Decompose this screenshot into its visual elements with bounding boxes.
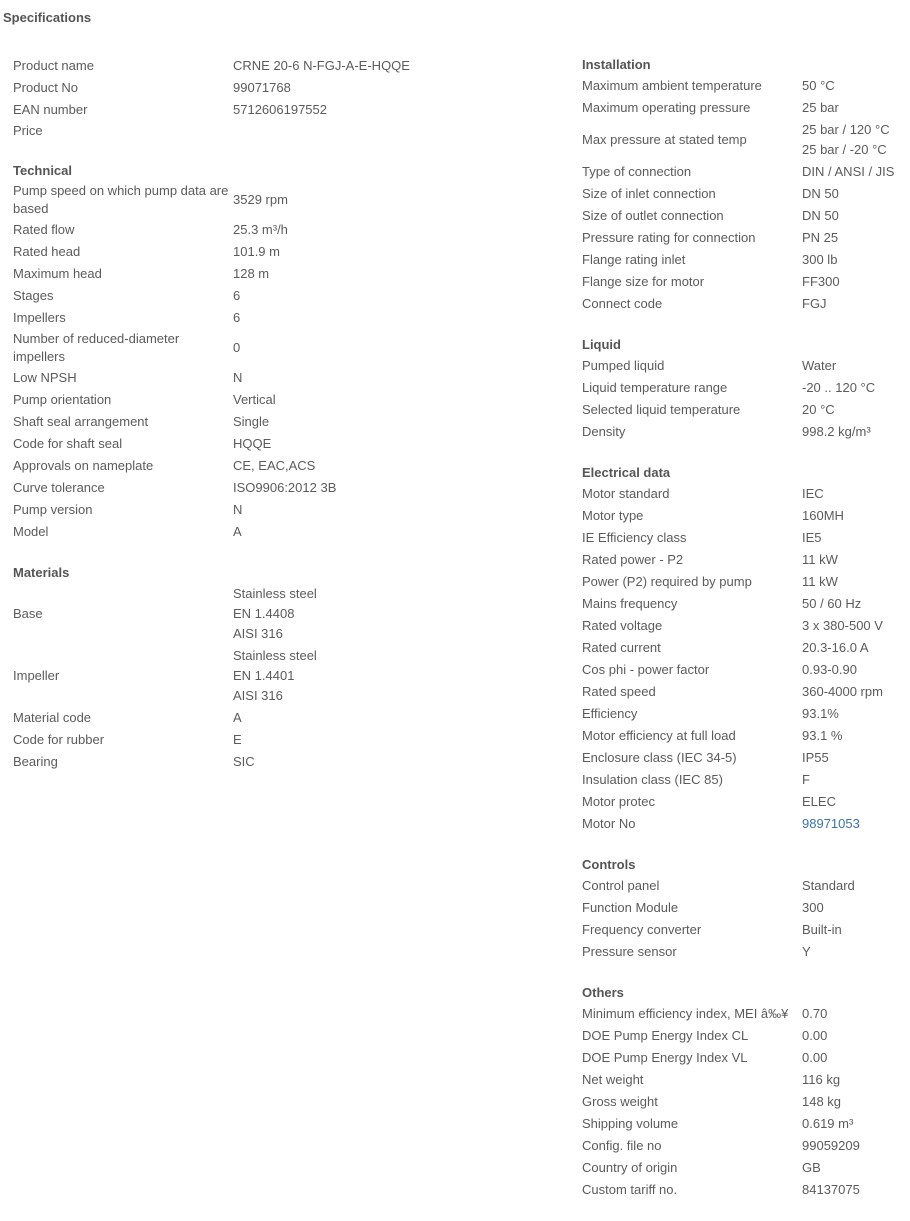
spec-value: [233, 751, 255, 773]
spec-label: Impellers: [13, 310, 66, 325]
spec-label: Pump speed on which pump data are based: [13, 183, 229, 216]
spec-row: [582, 483, 907, 505]
spec-value: [802, 1003, 827, 1025]
spec-label: Maximum operating pressure: [582, 100, 751, 115]
spec-value: [802, 421, 871, 443]
spec-section-others: [582, 983, 907, 1201]
right-spec-column: [582, 55, 907, 1221]
spec-label: DOE Pump Energy Index VL: [582, 1050, 748, 1065]
spec-value: [802, 681, 883, 703]
spec-row: [582, 293, 907, 315]
spec-label: Liquid temperature range: [582, 380, 728, 395]
spec-label: Rated flow: [13, 222, 75, 237]
spec-value: [802, 919, 842, 941]
spec-value-line: DN 50: [802, 208, 839, 223]
spec-row: [582, 119, 907, 161]
spec-value-line: 99071768: [233, 80, 291, 95]
spec-row: [582, 659, 907, 681]
spec-value: [802, 377, 875, 399]
spec-value-line: 25 bar: [802, 100, 839, 115]
spec-value: [802, 97, 839, 119]
spec-label: Product name: [13, 58, 94, 73]
spec-label: Connect code: [582, 296, 663, 311]
spec-row: [582, 637, 907, 659]
motor-no-link[interactable]: 98971053: [802, 816, 860, 831]
spec-row: [582, 791, 907, 813]
spec-value: [802, 549, 838, 571]
spec-value: [802, 769, 810, 791]
spec-value-line: 6: [233, 310, 241, 325]
spec-value-line: 300: [802, 900, 824, 915]
spec-label: EAN number: [13, 102, 88, 117]
spec-label: DOE Pump Energy Index CL: [582, 1028, 749, 1043]
spec-value-line: 101.9 m: [233, 244, 280, 259]
spec-value-line: ISO9906:2012 3B: [233, 480, 337, 495]
spec-value-line: 25.3 m³/h: [233, 222, 288, 237]
spec-value-line: Vertical: [233, 392, 276, 407]
left-spec-column: [13, 55, 568, 793]
spec-value: [233, 477, 336, 499]
spec-label: Shaft seal arrangement: [13, 414, 149, 429]
spec-value-line: Single: [233, 414, 270, 429]
spec-row: [13, 263, 568, 285]
spec-label: Country of origin: [582, 1160, 678, 1175]
spec-label: Price: [13, 123, 43, 138]
spec-label: Pressure rating for connection: [582, 230, 756, 245]
spec-row: [13, 521, 568, 543]
spec-value: [233, 285, 240, 307]
section-heading: Others: [582, 985, 624, 1000]
spec-value: [802, 1069, 840, 1091]
spec-value-line: Stainless steel: [233, 648, 317, 663]
spec-row: [582, 1135, 907, 1157]
spec-label: Size of outlet connection: [582, 208, 724, 223]
spec-row: [13, 307, 568, 329]
spec-value-line: Standard: [802, 878, 855, 893]
spec-value-line: 998.2 kg/m³: [802, 424, 871, 439]
spec-value: [802, 355, 836, 377]
spec-row: [582, 1157, 907, 1179]
spec-label: Rated voltage: [582, 618, 663, 633]
spec-label: Frequency converter: [582, 922, 702, 937]
spec-value: [802, 161, 894, 183]
spec-value: [233, 499, 242, 521]
spec-value-line: 0.00: [802, 1028, 828, 1043]
spec-row: [582, 1025, 907, 1047]
spec-label: Function Module: [582, 900, 679, 915]
spec-row: [13, 55, 568, 77]
spec-label: Enclosure class (IEC 34-5): [582, 750, 737, 765]
spec-value: [802, 1047, 827, 1069]
spec-value-line: 128 m: [233, 266, 270, 281]
spec-row: [13, 329, 568, 367]
spec-value: [233, 367, 242, 389]
spec-value-line: 25 bar / 120 °C: [802, 122, 890, 137]
spec-value-line: 116 kg: [802, 1072, 841, 1087]
spec-label: Rated power - P2: [582, 552, 684, 567]
section-heading: Liquid: [582, 337, 621, 352]
spec-label: Insulation class (IEC 85): [582, 772, 723, 787]
spec-label: Rated head: [13, 244, 81, 259]
spec-row: [13, 389, 568, 411]
spec-value: [233, 307, 240, 329]
spec-row: [582, 527, 907, 549]
spec-value-line: 25 bar / -20 °C: [802, 142, 887, 157]
spec-value-line: 99059209: [802, 1138, 860, 1153]
spec-row: [13, 433, 568, 455]
spec-row: [582, 205, 907, 227]
section-heading: Installation: [582, 57, 651, 72]
spec-row: [13, 99, 568, 121]
spec-row: [582, 183, 907, 205]
spec-label: Pump version: [13, 502, 93, 517]
spec-value: [233, 241, 280, 263]
spec-label: Pressure sensor: [582, 944, 677, 959]
spec-row: [582, 571, 907, 593]
spec-value: [802, 593, 861, 615]
spec-value-line: 0.70: [802, 1006, 828, 1021]
spec-value: [233, 99, 327, 121]
spec-row: [582, 919, 907, 941]
spec-label: Low NPSH: [13, 370, 77, 385]
spec-row: [13, 707, 568, 729]
section-heading: Electrical data: [582, 465, 671, 480]
spec-value-line: SIC: [233, 754, 255, 769]
spec-value-line: 93.1%: [802, 706, 839, 721]
spec-row: [13, 181, 568, 219]
spec-value: [802, 119, 890, 161]
spec-section-technical: [13, 161, 568, 543]
spec-label: Mains frequency: [582, 596, 678, 611]
spec-value: [233, 263, 269, 285]
spec-value-line: 0: [233, 340, 241, 355]
spec-value-line: 93.1 %: [802, 728, 843, 743]
spec-row: [13, 219, 568, 241]
spec-value: [802, 249, 837, 271]
spec-row: [13, 77, 568, 99]
spec-row: [582, 725, 907, 747]
spec-label: Cos phi - power factor: [582, 662, 710, 677]
spec-row: [582, 1047, 907, 1069]
spec-row: [13, 729, 568, 751]
spec-value-line: 0.93-0.90: [802, 662, 857, 677]
spec-value-line: Stainless steel: [233, 586, 317, 601]
spec-section-installation: [582, 55, 907, 315]
spec-value: [802, 725, 842, 747]
spec-section-general: [13, 55, 568, 141]
spec-row: [582, 271, 907, 293]
spec-label: Gross weight: [582, 1094, 658, 1109]
spec-label: Motor standard: [582, 486, 670, 501]
spec-value-line: EN 1.4408: [233, 606, 295, 621]
spec-value-line: 6: [233, 288, 241, 303]
spec-label: IE Efficiency class: [582, 530, 687, 545]
spec-row: [582, 941, 907, 963]
spec-label: Density: [582, 424, 626, 439]
spec-label: Code for shaft seal: [13, 436, 123, 451]
page-title: Specifications: [3, 10, 92, 25]
spec-value: [802, 1179, 860, 1201]
spec-label: Motor No: [582, 816, 636, 831]
spec-row: [582, 161, 907, 183]
spec-row: [582, 593, 907, 615]
spec-label: Curve tolerance: [13, 480, 105, 495]
spec-label: Control panel: [582, 878, 660, 893]
spec-value: [802, 615, 883, 637]
spec-label: Maximum head: [13, 266, 102, 281]
spec-value: [233, 433, 271, 455]
spec-value-line: N: [233, 502, 243, 517]
spec-value: [233, 329, 240, 367]
spec-value-line: DN 50: [802, 186, 839, 201]
spec-value-line: 11 kW: [802, 552, 838, 567]
spec-row: [582, 769, 907, 791]
spec-value-line: A: [233, 710, 242, 725]
spec-label: Max pressure at stated temp: [582, 132, 747, 147]
spec-value-line: 84137075: [802, 1182, 860, 1197]
spec-value-line: FF300: [802, 274, 840, 289]
spec-row: [582, 249, 907, 271]
spec-label: Power (P2) required by pump: [582, 574, 752, 589]
spec-value: [233, 707, 242, 729]
spec-row: [582, 747, 907, 769]
spec-value: [802, 791, 836, 813]
spec-value: [802, 205, 839, 227]
spec-value-line: GB: [802, 1160, 821, 1175]
spec-value-line: 300 lb: [802, 252, 838, 267]
spec-value-line: 11 kW: [802, 574, 838, 589]
spec-label: Rated speed: [582, 684, 656, 699]
spec-value: [233, 77, 291, 99]
spec-label: Pumped liquid: [582, 358, 665, 373]
spec-label: Shipping volume: [582, 1116, 679, 1131]
spec-row: [582, 681, 907, 703]
spec-value-line: 20.3-16.0 A: [802, 640, 869, 655]
spec-row: [13, 367, 568, 389]
spec-value: [802, 703, 839, 725]
spec-value: [802, 1091, 841, 1113]
section-heading: Technical: [13, 163, 73, 178]
spec-row: [582, 75, 907, 97]
spec-row: [582, 505, 907, 527]
spec-value: [802, 505, 844, 527]
spec-value: [233, 521, 242, 543]
spec-value-line: 5712606197552: [233, 102, 327, 117]
spec-label: Custom tariff no.: [582, 1182, 678, 1197]
spec-value-line: CE, EAC,ACS: [233, 458, 316, 473]
spec-row: [582, 549, 907, 571]
spec-value-line: 360-4000 rpm: [802, 684, 883, 699]
spec-row: [13, 121, 568, 141]
spec-value: [802, 293, 827, 315]
spec-value-line: 20 °C: [802, 402, 835, 417]
spec-value-line: ELEC: [802, 794, 836, 809]
spec-label: Config. file no: [582, 1138, 662, 1153]
spec-value-line: CRNE 20-6 N-FGJ-A-E-HQQE: [233, 58, 410, 73]
spec-label: Maximum ambient temperature: [582, 78, 762, 93]
spec-row: [13, 645, 568, 707]
spec-section-liquid: [582, 335, 907, 443]
spec-label: Motor type: [582, 508, 644, 523]
spec-value: [802, 271, 840, 293]
spec-value-line: PN 25: [802, 230, 839, 245]
spec-value: [802, 747, 829, 769]
spec-value: [802, 1135, 860, 1157]
spec-label: Base: [13, 606, 43, 621]
spec-label: Minimum efficiency index, MEI â‰¥: [582, 1006, 789, 1021]
spec-label: Motor protec: [582, 794, 655, 809]
spec-row: [582, 1091, 907, 1113]
spec-row: [582, 897, 907, 919]
spec-value-line: IEC: [802, 486, 824, 501]
spec-value-line: 0.619 m³: [802, 1116, 854, 1131]
spec-row: [13, 477, 568, 499]
spec-value-line: Y: [802, 944, 811, 959]
spec-label: Material code: [13, 710, 92, 725]
spec-label: Model: [13, 524, 49, 539]
spec-label: Stages: [13, 288, 54, 303]
spec-value-line: IE5: [802, 530, 822, 545]
spec-row: [582, 1113, 907, 1135]
spec-value-line: 3 x 380-500 V: [802, 618, 883, 633]
spec-value: [802, 659, 857, 681]
spec-value: [802, 227, 838, 249]
spec-value-line: DIN / ANSI / JIS: [802, 164, 895, 179]
spec-row: [13, 751, 568, 773]
spec-value-line: 160MH: [802, 508, 844, 523]
spec-value-line: IP55: [802, 750, 829, 765]
spec-value-line: AISI 316: [233, 626, 283, 641]
spec-value: [802, 399, 835, 421]
spec-value-line: Built-in: [802, 922, 842, 937]
spec-value: [802, 483, 824, 505]
spec-value: [233, 455, 315, 477]
spec-value: [233, 583, 317, 645]
spec-value-line: 3529 rpm: [233, 192, 288, 207]
spec-row: [582, 355, 907, 377]
spec-row: [13, 285, 568, 307]
spec-value: [233, 55, 410, 77]
spec-value: [802, 637, 869, 659]
spec-label: Efficiency: [582, 706, 638, 721]
spec-value: [802, 875, 855, 897]
spec-value: [802, 527, 822, 549]
spec-label: Rated current: [582, 640, 661, 655]
spec-value-line: 0.00: [802, 1050, 828, 1065]
section-heading: Controls: [582, 857, 636, 872]
spec-section-controls: [582, 855, 907, 963]
spec-value-line: N: [233, 370, 243, 385]
spec-row: [582, 1179, 907, 1201]
spec-label: Selected liquid temperature: [582, 402, 741, 417]
spec-row: [582, 377, 907, 399]
spec-label: Number of reduced-diameter impellers: [13, 331, 180, 364]
spec-row: [582, 615, 907, 637]
spec-label: Flange size for motor: [582, 274, 705, 289]
spec-value: [802, 183, 839, 205]
spec-row: [582, 399, 907, 421]
spec-row: [582, 875, 907, 897]
spec-value: [802, 941, 811, 963]
spec-value-line: F: [802, 772, 810, 787]
spec-value: [233, 219, 288, 241]
spec-value: [233, 411, 269, 433]
spec-row: [582, 97, 907, 119]
spec-label: Size of inlet connection: [582, 186, 716, 201]
spec-value-line: HQQE: [233, 436, 272, 451]
spec-value-line: AISI 316: [233, 688, 283, 703]
spec-value-line: Water: [802, 358, 837, 373]
spec-value-line: FGJ: [802, 296, 827, 311]
spec-row: [582, 227, 907, 249]
spec-label: Net weight: [582, 1072, 644, 1087]
section-heading: Materials: [13, 565, 70, 580]
spec-label: Impeller: [13, 668, 60, 683]
spec-value: [802, 897, 824, 919]
spec-label: Approvals on nameplate: [13, 458, 154, 473]
spec-value-line: -20 .. 120 °C: [802, 380, 876, 395]
spec-value: [802, 75, 835, 97]
spec-label: Flange rating inlet: [582, 252, 686, 267]
spec-row: [582, 703, 907, 725]
spec-row: [13, 241, 568, 263]
spec-row: [582, 813, 907, 835]
spec-value-line: 50 / 60 Hz: [802, 596, 862, 611]
spec-label: Product No: [13, 80, 79, 95]
spec-value: [802, 571, 838, 593]
spec-label: Bearing: [13, 754, 58, 769]
spec-row: [13, 583, 568, 645]
spec-value: [802, 1157, 821, 1179]
spec-section-materials: [13, 563, 568, 773]
spec-value: [802, 813, 860, 835]
spec-value-line: 50 °C: [802, 78, 835, 93]
spec-value: [802, 1113, 853, 1135]
spec-value-line: 148 kg: [802, 1094, 842, 1109]
spec-value: [233, 389, 276, 411]
spec-label: Type of connection: [582, 164, 692, 179]
spec-value-line: EN 1.4401: [233, 668, 295, 683]
spec-label: Pump orientation: [13, 392, 112, 407]
spec-row: [13, 411, 568, 433]
spec-value: [233, 645, 317, 707]
spec-value: [802, 1025, 827, 1047]
spec-value: [233, 181, 288, 219]
spec-row: [13, 499, 568, 521]
spec-value-line: A: [233, 524, 242, 539]
spec-row: [582, 421, 907, 443]
spec-value: [233, 729, 242, 751]
spec-label: Code for rubber: [13, 732, 105, 747]
spec-section-electrical-data: [582, 463, 907, 835]
spec-row: [582, 1003, 907, 1025]
spec-label: Motor efficiency at full load: [582, 728, 736, 743]
spec-row: [582, 1069, 907, 1091]
spec-value-line: E: [233, 732, 242, 747]
spec-row: [13, 455, 568, 477]
